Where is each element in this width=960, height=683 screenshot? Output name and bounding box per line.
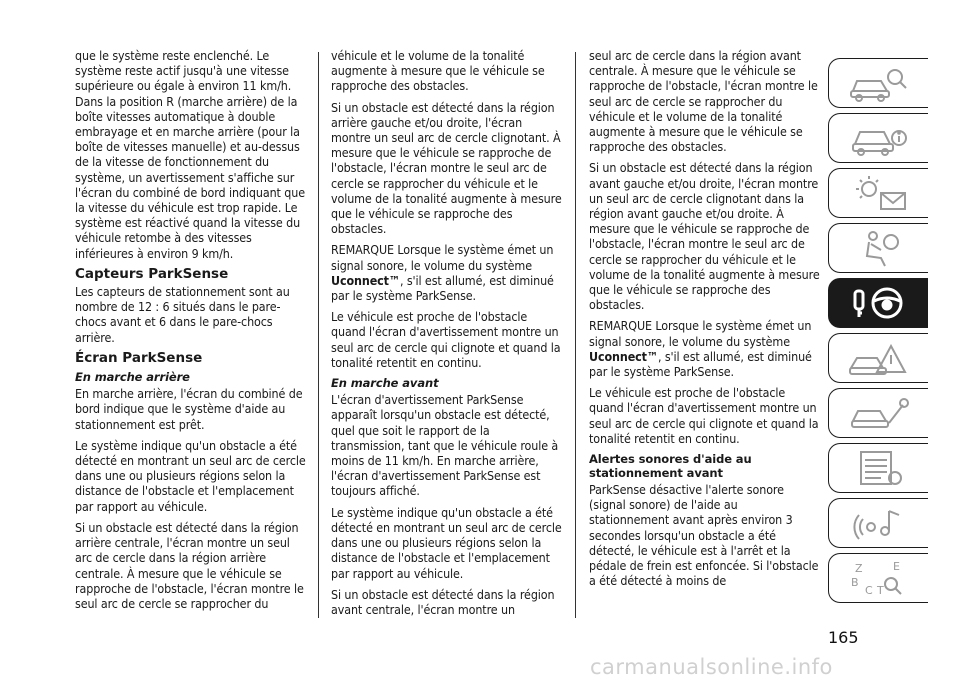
section-heading-ecran: Écran ParkSense bbox=[75, 349, 203, 366]
light-message-icon bbox=[847, 173, 911, 213]
remark-paragraph bbox=[331, 242, 563, 303]
index-letter: B bbox=[850, 576, 859, 589]
car-search-icon bbox=[847, 63, 911, 103]
section-heading-capteurs: Capteurs ParkSense bbox=[75, 265, 229, 282]
subheading-marche-avant: En marche avant bbox=[331, 376, 439, 391]
text-column-3 bbox=[589, 48, 821, 595]
remark-text: REMARQUE Lorsque le système émet un signal sonore, le volume du système bbox=[589, 318, 812, 349]
tab-car-info[interactable] bbox=[828, 113, 928, 163]
tab-emergency[interactable] bbox=[828, 333, 928, 383]
tab-starting-driving[interactable] bbox=[828, 278, 928, 328]
column-divider bbox=[318, 52, 319, 618]
tab-servicing[interactable] bbox=[828, 388, 928, 438]
technical-data-icon bbox=[847, 448, 911, 488]
chapter-tabs bbox=[828, 58, 928, 608]
text-column-2 bbox=[331, 48, 563, 623]
index-letter: C bbox=[864, 584, 873, 597]
page-number: 165 bbox=[828, 628, 859, 647]
column-divider bbox=[575, 52, 576, 618]
tab-multimedia[interactable] bbox=[828, 498, 928, 548]
remark-text: REMARQUE Lorsque le système émet un signal sonore, le volume du système bbox=[331, 242, 554, 273]
index-letter: Z bbox=[854, 562, 863, 575]
paragraph: Si un obstacle est détecté dans la région avant centrale, l'écran montre un bbox=[331, 586, 555, 617]
remark-text: , s'il est allumé, est diminué par le système ParkSense. bbox=[589, 348, 812, 380]
paragraph: Le véhicule est proche de l'obstacle quand l'écran d'avertissement montre un seul arc de cercle qui clignote et quand la tonalité retentit en continu. bbox=[331, 309, 561, 370]
key-steering-wheel-icon bbox=[847, 283, 911, 323]
brand-name: Uconnect™ bbox=[331, 272, 400, 288]
tab-car-search[interactable] bbox=[828, 58, 928, 108]
paragraph: ParkSense désactive l'alerte sonore (signal sonore) de l'aide au stationnement avant après environ 3 secondes lorsqu'un obstacle a été détecté, le véhicule est à l'arrêt et la pédale de frein est enfoncée. Si l'obstacle a été détecté à moins de bbox=[589, 482, 819, 589]
remark-text: , s'il est allumé, est diminué par le système ParkSense. bbox=[331, 272, 554, 304]
paragraph: Si un obstacle est détecté dans la région arrière centrale, l'écran montre un seul arc de cercle dans la région arrière centrale. À mesure que le véhicule se rapproche de l'obstacle, l'écran montre le seul arc de cercle se rapprocher du bbox=[75, 519, 304, 611]
subheading-alertes-sonores: Alertes sonores d'aide au stationnement avant bbox=[589, 452, 752, 481]
subheading-marche-arriere: En marche arrière bbox=[75, 370, 190, 385]
tab-safety[interactable] bbox=[828, 223, 928, 273]
watermark: carmanualsonline.info bbox=[590, 655, 833, 679]
paragraph: Le véhicule est proche de l'obstacle quand l'écran d'avertissement montre un seul arc de cercle qui clignote et quand la tonalité retentit en continu. bbox=[589, 385, 819, 446]
paragraph: Les capteurs de stationnement sont au nombre de 12 : 6 situés dans le pare-chocs avant et 6 dans le pare-chocs arrière. bbox=[75, 284, 290, 345]
paragraph: En marche arrière, l'écran du combiné de bord indique que le système d'aide au stationnement est prêt. bbox=[75, 386, 303, 432]
paragraph: seul arc de cercle dans la région avant centrale. À mesure que le véhicule se rapproche de l'obstacle, l'écran montre le seul arc de cercle se rapprocher du véhicule et le volume de la tonalité augmente à mesure que le véhicule se rapproche des obstacles. bbox=[589, 48, 818, 155]
brand-name: Uconnect™ bbox=[589, 348, 658, 364]
car-breakdown-icon bbox=[847, 338, 911, 378]
tab-index[interactable] bbox=[828, 553, 928, 603]
remark-paragraph bbox=[589, 318, 821, 379]
paragraph: Le système indique qu'un obstacle a été détecté en montrant un seul arc de cercle dans une ou plusieurs régions selon la distance de l'obstacle et l'emplacement par rapport au véhicule. bbox=[75, 437, 306, 514]
index-letter: E bbox=[892, 560, 900, 573]
paragraph: Si un obstacle est détecté dans la région avant gauche et/ou droite, l'écran montre un seul arc de cercle clignotant dans la région avant gauche et/ou droite. À mesure que le véhicule se rapproche de l'obstacle, l'écran montre le seul arc de cercle se rapprocher du véhicule et le volume de la tonalité augmente à mesure que le véhicule se rapproche des obstacles. bbox=[589, 160, 820, 313]
airbag-seat-icon bbox=[847, 228, 911, 268]
tab-technical-data[interactable] bbox=[828, 443, 928, 493]
service-car-icon bbox=[847, 393, 911, 433]
paragraph: Le système indique qu'un obstacle a été détecté en montrant un seul arc de cercle dans une ou plusieurs régions selon la distance de l'obstacle et l'emplacement par rapport au véhicule. bbox=[331, 504, 562, 581]
paragraph: que le système reste enclenché. Le système reste actif jusqu'à une vitesse supérieure ou égale à environ 11 km/h. Dans la position R (marche arrière) de la boîte vitesses automatique à double embrayage et en marche arrière (pour la boîte de vitesses manuelle) et au-dessus de la vitesse de fonctionnement du système, un avertissement s'affiche sur l'écran du combiné de bord indiquant que la vitesse du véhicule est trop rapide. Le système est réactivé quand la vitesse du véhicule retombe à des vitesses inférieures à environ 9 km/h. bbox=[75, 48, 305, 261]
text-column-1 bbox=[75, 48, 307, 617]
multimedia-icon bbox=[847, 503, 911, 543]
car-info-icon bbox=[847, 118, 911, 158]
index-letter: T bbox=[876, 584, 884, 597]
tab-lights-messages[interactable] bbox=[828, 168, 928, 218]
paragraph: Si un obstacle est détecté dans la région arrière gauche et/ou droite, l'écran montre un seul arc de cercle clignotant. À mesure que le véhicule se rapproche de l'obstacle, l'écran montre le seul arc de cercle se rapprocher du véhicule et le volume de la tonalité augmente à mesure que le véhicule se rapproche des obstacles. bbox=[331, 99, 562, 237]
paragraph: L'écran d'avertissement ParkSense apparaît lorsqu'un obstacle est détecté, quel que soit le rapport de la transmission, tant que le véhicule roule à moins de 11 km/h. En marche arrière, l'écran d'avertissement ParkSense est toujours affiché. bbox=[331, 392, 559, 499]
paragraph: véhicule et le volume de la tonalité augmente à mesure que le véhicule se rapproche des obstacles. bbox=[331, 48, 545, 94]
alphabetical-index-icon bbox=[847, 558, 911, 598]
